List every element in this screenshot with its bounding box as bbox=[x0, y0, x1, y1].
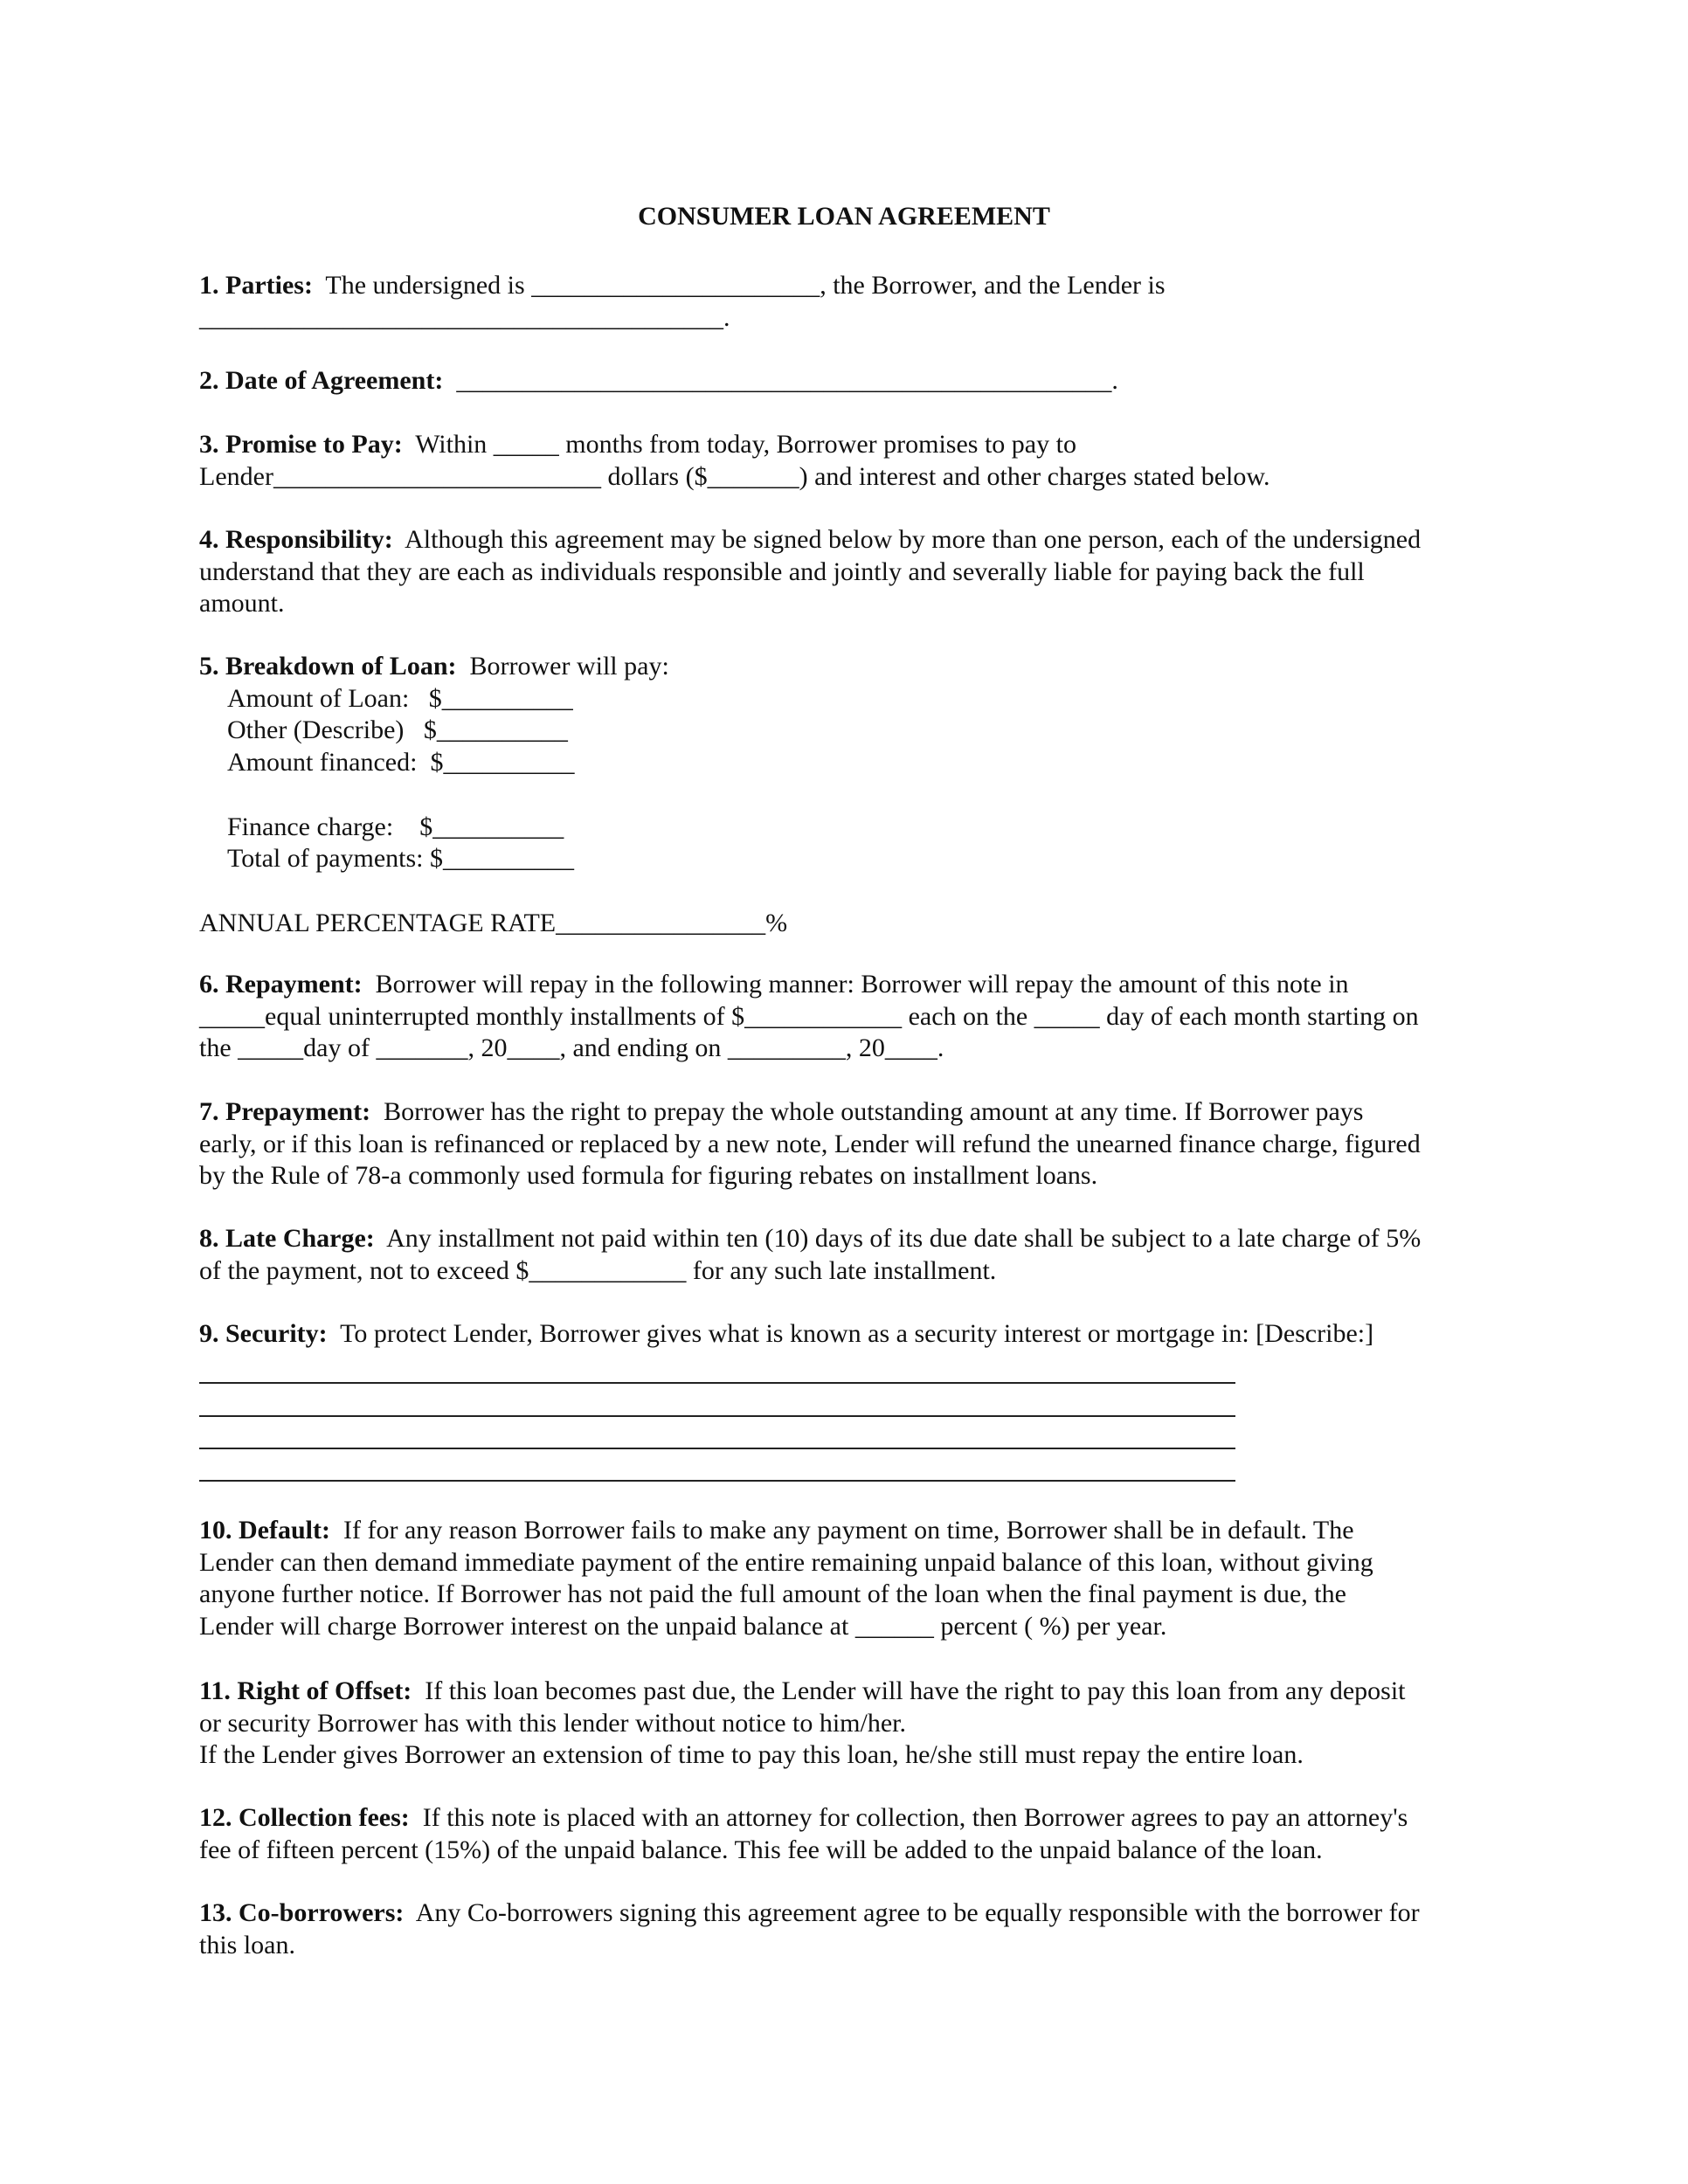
section-text: anyone further notice. If Borrower has not paid the full amount of the loan when the final payment is due, the bbox=[199, 1579, 1346, 1609]
apr-line: ANNUAL PERCENTAGE RATE________________% bbox=[199, 908, 788, 937]
section-text: by the Rule of 78-a commonly used formula for figuring rebates on installment loans. bbox=[199, 1161, 1098, 1191]
section-text: amount. bbox=[199, 589, 285, 619]
section-security bbox=[199, 1318, 1492, 1351]
section-default bbox=[199, 1515, 1492, 1643]
section-text: __________________________________________________. bbox=[443, 366, 1118, 395]
section-text: early, or if this loan is refinanced or replaced by a new note, Lender will refund the unearned finance charge, figured bbox=[199, 1129, 1421, 1158]
section-text: understand that they are each as individuals responsible and jointly and severally liable for paying back the full bbox=[199, 556, 1365, 586]
section-text: _____equal uninterrupted monthly installments of $____________ each on the _____ day of each month starting on bbox=[199, 1001, 1419, 1031]
section-breakdown bbox=[199, 651, 1492, 939]
section-text: Borrower will repay in the following manner: Borrower will repay the amount of this note in bbox=[362, 970, 1349, 999]
section-promise-to-pay bbox=[199, 429, 1492, 493]
section-prepayment bbox=[199, 1096, 1492, 1192]
section-right-of-offset bbox=[199, 1676, 1492, 1772]
section-text: Although this agreement may be signed below by more than one person, each of the undersigned bbox=[392, 525, 1422, 554]
section-heading: 8. Late Charge: bbox=[199, 1224, 375, 1253]
section-text: the _____day of _______, 20____, and ending on _________, 20____. bbox=[199, 1033, 944, 1063]
section-parties bbox=[199, 270, 1492, 334]
section-text: If the Lender gives Borrower an extension of time to pay this loan, he/she still must repay the entire loan. bbox=[199, 1740, 1304, 1770]
section-heading: 5. Breakdown of Loan: bbox=[199, 652, 457, 681]
section-text: Lender will charge Borrower interest on the unpaid balance at ______ percent ( %) per year. bbox=[199, 1612, 1167, 1641]
breakdown-item: Other (Describe) $__________ bbox=[227, 715, 568, 745]
section-heading: 1. Parties: bbox=[199, 271, 313, 300]
breakdown-item: Finance charge: $__________ bbox=[227, 812, 564, 841]
section-co-borrowers bbox=[199, 1897, 1492, 1961]
section-text: Borrower will pay: bbox=[456, 652, 669, 681]
section-text: Lender can then demand immediate payment of the entire remaining unpaid balance of this loan, without giving bbox=[199, 1547, 1373, 1577]
section-heading: 6. Repayment: bbox=[199, 970, 363, 999]
section-text: Within _____ months from today, Borrower promises to pay to bbox=[402, 430, 1076, 459]
section-text: fee of fifteen percent (15%) of the unpaid balance. This fee will be added to the unpaid balance of the loan. bbox=[199, 1835, 1323, 1864]
section-heading: 2. Date of Agreement: bbox=[199, 366, 444, 395]
breakdown-item: Amount of Loan: $__________ bbox=[227, 683, 573, 713]
section-text: ________________________________________. bbox=[199, 302, 730, 332]
section-text: Lender_________________________ dollars ($_______) and interest and other charges stated below. bbox=[199, 461, 1270, 491]
section-heading: 7. Prepayment: bbox=[199, 1097, 371, 1126]
security-blank-line bbox=[199, 1415, 1235, 1417]
section-late-charge bbox=[199, 1223, 1492, 1287]
section-text: If this note is placed with an attorney for collection, then Borrower agrees to pay an attorney's bbox=[409, 1803, 1408, 1832]
section-heading: 13. Co-borrowers: bbox=[199, 1898, 405, 1927]
breakdown-item: Total of payments: $__________ bbox=[227, 844, 575, 874]
section-text: or security Borrower has with this lender without notice to him/her. bbox=[199, 1708, 907, 1738]
section-date bbox=[199, 365, 1492, 397]
security-blank-line bbox=[199, 1382, 1235, 1384]
section-text: this loan. bbox=[199, 1930, 295, 1959]
breakdown-item: Amount financed: $__________ bbox=[227, 748, 575, 778]
section-text: To protect Lender, Borrower gives what is known as a security interest or mortgage in: [Describe:] bbox=[327, 1319, 1374, 1348]
section-text: Borrower has the right to prepay the whole outstanding amount at any time. If Borrower pays bbox=[370, 1097, 1364, 1126]
section-heading: 4. Responsibility: bbox=[199, 525, 393, 554]
document-title: CONSUMER LOAN AGREEMENT bbox=[638, 202, 1050, 231]
section-responsibility bbox=[199, 524, 1492, 620]
section-text: If for any reason Borrower fails to make any payment on time, Borrower shall be in default. The bbox=[329, 1516, 1354, 1545]
section-repayment bbox=[199, 969, 1492, 1065]
section-heading: 12. Collection fees: bbox=[199, 1803, 410, 1832]
section-collection-fees bbox=[199, 1802, 1492, 1866]
section-heading: 11. Right of Offset: bbox=[199, 1676, 412, 1705]
section-heading: 10. Default: bbox=[199, 1516, 330, 1545]
security-blank-line bbox=[199, 1480, 1235, 1482]
security-blank-line bbox=[199, 1448, 1235, 1449]
section-text: Any installment not paid within ten (10) days of its due date shall be subject to a late charge of 5% bbox=[374, 1224, 1422, 1253]
section-text: Any Co-borrowers signing this agreement agree to be equally responsible with the borrower for bbox=[404, 1898, 1420, 1927]
section-heading: 3. Promise to Pay: bbox=[199, 430, 403, 459]
section-text: If this loan becomes past due, the Lender will have the right to pay this loan from any deposit bbox=[412, 1676, 1406, 1705]
section-text: of the payment, not to exceed $____________ for any such late installment. bbox=[199, 1255, 997, 1285]
section-heading: 9. Security: bbox=[199, 1319, 328, 1348]
section-text: The undersigned is ______________________, the Borrower, and the Lender is bbox=[312, 271, 1166, 300]
